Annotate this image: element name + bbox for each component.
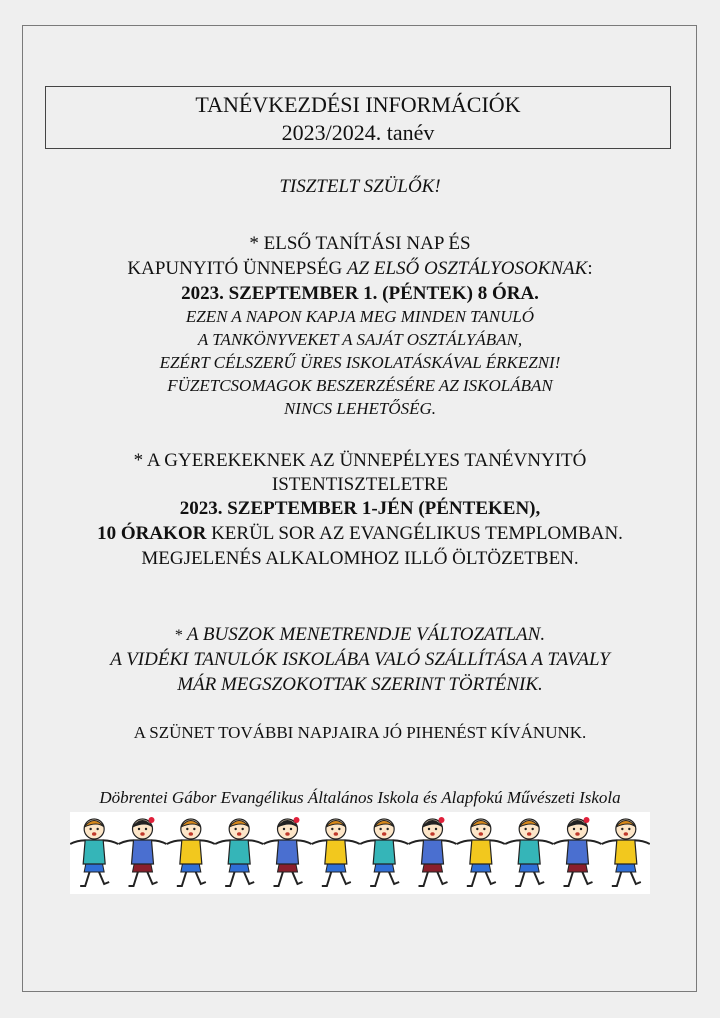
child-figure [409, 817, 457, 886]
child-figure [505, 819, 553, 886]
service-heading: * A GYEREKEKNEK AZ ÜNNEPÉLYES TANÉVNYITÓ [133, 450, 587, 471]
first-graders-text: AZ ELSŐ OSZTÁLYOSOKNAK [346, 258, 588, 279]
textbook-note-4: FÜZETCSOMAGOK BESZERZÉSÉRE AZ ISKOLÁBAN [167, 376, 553, 395]
greeting: TISZTELT SZÜLŐK! [279, 176, 441, 197]
service-time: 10 ÓRAKOR [97, 523, 207, 544]
first-day-heading: * ELSŐ TANÍTÁSI NAP ÉS [249, 233, 471, 254]
service-place: KERÜL SOR AZ EVANGÉLIKUS TEMPLOMBAN. [206, 523, 623, 544]
child-figure [312, 819, 360, 886]
child-figure [264, 817, 312, 886]
service-date: 2023. SZEPTEMBER 1-JÉN (PÉNTEKEN), [179, 498, 541, 519]
school-year: 2023/2024. tanév [281, 120, 435, 145]
colon-text: : [587, 258, 593, 279]
dancing-children-image [70, 812, 650, 894]
bus-line-2: A VIDÉKI TANULÓK ISKOLÁBA VALÓ SZÁLLÍTÁSA A TAVALY [110, 649, 610, 670]
service-time-line [0, 523, 720, 545]
textbook-note-2: A TANKÖNYVEKET A SAJÁT OSZTÁLYÁBAN, [197, 330, 523, 349]
bus-star: * [174, 627, 187, 644]
child-figure [360, 819, 408, 886]
document-title: TANÉVKEZDÉSI INFORMÁCIÓK [195, 92, 521, 117]
children-illustration [70, 812, 650, 894]
title-box [45, 86, 671, 149]
textbook-note-1: EZEN A NAPON KAPJA MEG MINDEN TANULÓ [185, 307, 535, 326]
child-figure [70, 819, 118, 886]
dress-code: MEGJELENÉS ALKALOMHOZ ILLŐ ÖLTÖZETBEN. [141, 548, 579, 569]
child-figure [215, 819, 263, 886]
ceremony-text: KAPUNYITÓ ÜNNEPSÉG [127, 258, 347, 279]
bus-line-1 [0, 624, 720, 647]
first-day-date: 2023. SZEPTEMBER 1. (PÉNTEK) 8 ÓRA. [181, 283, 539, 304]
child-figure [119, 817, 167, 886]
child-figure [457, 819, 505, 886]
textbook-note-5: NINCS LEHETŐSÉG. [283, 399, 437, 418]
bus-text: A BUSZOK MENETRENDJE VÁLTOZATLAN. [186, 624, 546, 645]
child-figure [167, 819, 215, 886]
school-name: Döbrentei Gábor Evangélikus Általános Iskola és Alapfokú Művészeti Iskola [99, 788, 621, 807]
service-heading-2: ISTENTISZTELETRE [271, 474, 449, 495]
child-figure [554, 817, 602, 886]
first-day-ceremony-line [0, 258, 720, 280]
child-figure [602, 819, 650, 886]
bus-line-3: MÁR MEGSZOKOTTAK SZERINT TÖRTÉNIK. [177, 674, 543, 695]
textbook-note-3: EZÉRT CÉLSZERŰ ÜRES ISKOLATÁSKÁVAL ÉRKEZNI! [159, 353, 561, 372]
closing-wish: A SZÜNET TOVÁBBI NAPJAIRA JÓ PIHENÉST KÍVÁNUNK. [133, 723, 587, 742]
